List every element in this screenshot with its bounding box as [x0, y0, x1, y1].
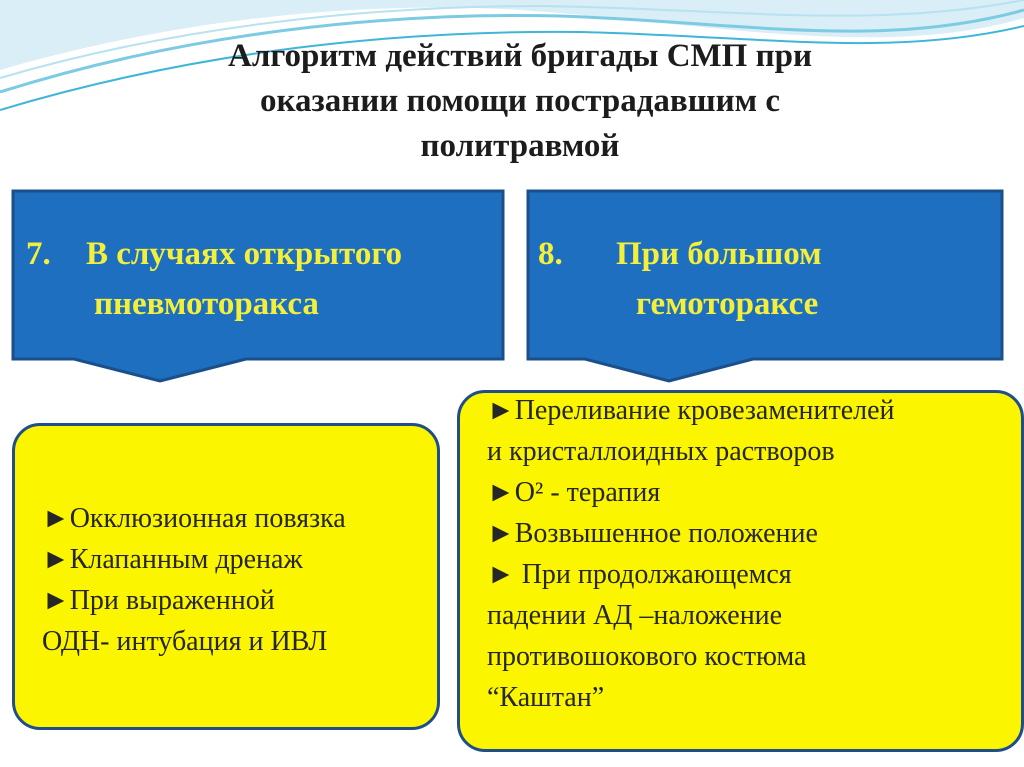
- right-heading: [538, 230, 998, 330]
- right-number: 8.: [538, 236, 563, 272]
- right-heading-line: При большом: [616, 236, 822, 272]
- list-item: противошокового костюма: [487, 641, 807, 672]
- left-number: 7.: [26, 236, 51, 272]
- title-line: оказании помощи пострадавшим с: [259, 83, 780, 119]
- list-item: ►При выраженной: [42, 585, 275, 616]
- left-list: [42, 498, 346, 662]
- list-item: “Каштан”: [487, 682, 605, 713]
- list-item: падении АД –наложение: [487, 600, 783, 631]
- list-item: ►Переливание кровезаменителей: [487, 395, 895, 426]
- list-item: ОДН- интубация и ИВЛ: [42, 626, 328, 657]
- list-item: и кристаллоидных растворов: [487, 436, 835, 467]
- left-heading-line: пневмоторакса: [94, 286, 319, 322]
- right-heading-line: гемотораксе: [636, 286, 819, 322]
- list-item: ► При продолжающемся: [487, 559, 792, 590]
- right-list: [487, 390, 895, 718]
- slide-title: [150, 34, 890, 169]
- list-item: ►О² - терапия: [487, 477, 661, 508]
- list-item: ►Окклюзионная повязка: [42, 503, 346, 534]
- left-heading: [26, 230, 496, 330]
- list-item: ►Клапанным дренаж: [42, 544, 303, 575]
- left-heading-line: В случаях открытого: [86, 236, 402, 272]
- list-item: ►Возвышенное положение: [487, 518, 818, 549]
- title-line: Алгоритм действий бригады СМП при: [228, 38, 812, 74]
- title-line: политравмой: [420, 128, 620, 164]
